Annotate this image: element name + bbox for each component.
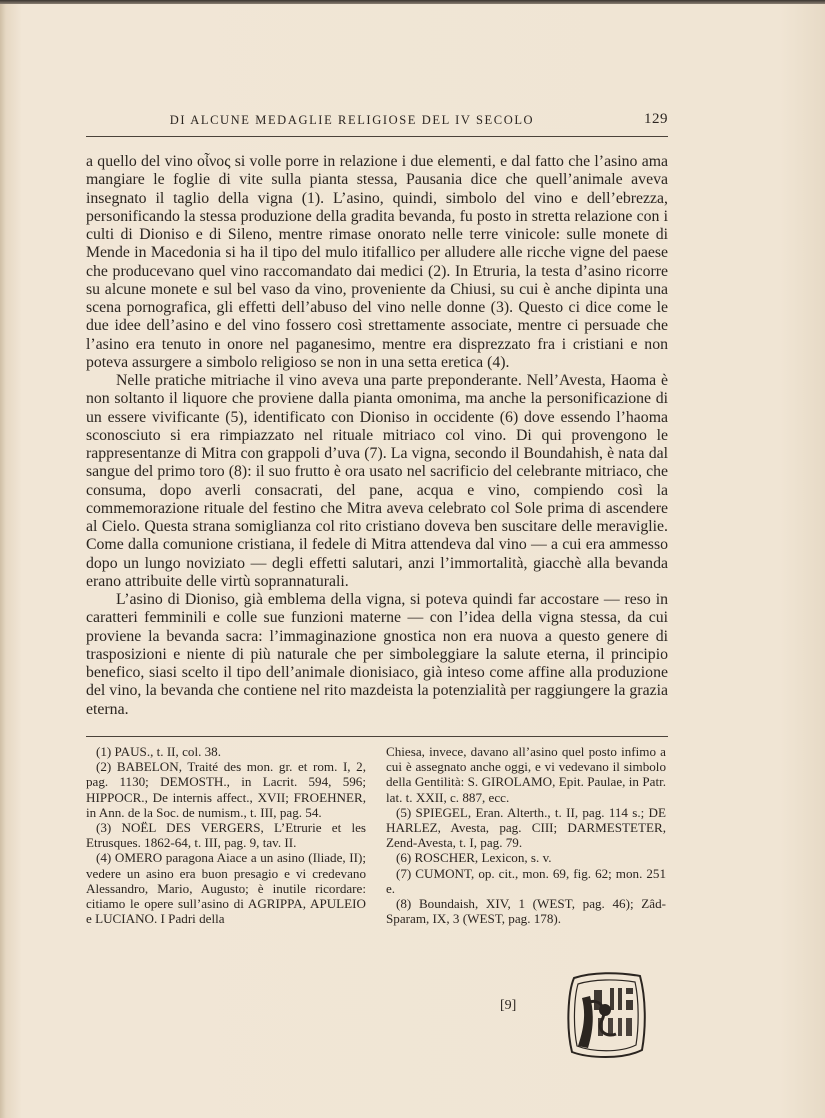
footnote-8: (8) Boundaish, XIV, 1 (WEST, pag. 46); Zâd-Sparam, IX, 3 (WEST, pag. 178). xyxy=(386,896,666,927)
running-title: DI ALCUNE MEDAGLIE RELIGIOSE DEL IV SECOLO xyxy=(169,113,535,127)
paragraph-2: Nelle pratiche mitriache il vino aveva una parte preponderante. Nell’Avesta, Haoma è non soltanto il liquore che proviene dalla pianta omonima, ma anche la personificazione di un essere vivificante (5), identificato con Dioniso in occidente (6) dove essendo l’haoma sconosciuto si era rimpiazzato nel rituale mitriaco col vino. Di qui provengono le rappresentanze di Mitra con grappoli d’uva (7). La vigna, secondo il Boundahish, è nata dal sangue del primo toro (8): il suo frutto è ora usato nel sacrificio del celebrante mitriaco, che consuma, dopo averli consacrati, del pane, acqua e vino, compiendo così la commemorazione rituale del festino che Mitra aveva celebrato col Sole prima di ascendere al Cielo. Questa strana somiglianza col rito cristiano doveva ben suscitare delle meraviglie. Come dalla comunione cristiana, il fedele di Mitra attendeva dal vino — a cui era ammesso dopo un lungo noviziato — degli effetti salutari, anzi l’immortalità, giacchè alla bevanda erano attribuite delle virtù soprannaturali. xyxy=(86,372,668,590)
running-head xyxy=(86,113,668,133)
footnotes-left-column xyxy=(86,744,366,926)
library-bookplate-emblem-icon xyxy=(558,968,652,1062)
footnote-5: (5) SPIEGEL, Eran. Alterth., t. II, pag. 114 s.; DE HARLEZ, Avesta, pag. CIII; DARMESTETER, Zend-Avesta, t. I, pag. 79. xyxy=(386,804,666,851)
footnote-6: (6) ROSCHER, Lexicon, s. v. xyxy=(396,850,552,866)
footnote-7: (7) CUMONT, op. cit., mon. 69, fig. 62; mon. 251 e. xyxy=(386,865,666,896)
footnotes-right-column xyxy=(386,744,666,926)
header-rule xyxy=(86,136,668,137)
footnote-3: (3) NOËL DES VERGERS, L’Etrurie et les Etrusques. 1862-64, t. III, pag. 9, tav. II. xyxy=(86,820,366,851)
paragraph-1: a quello del vino οἶνος si volle porre in relazione i due elementi, e dal fatto che l’asino ama mangiare le foglie di vite sulla pianta stessa, Pausania dice che quell’animale aveva insegnato il taglio della vigna (1). L’asino, quindi, simbolo del vino e dell’ebrezza, personificando la stessa produzione della gradita bevanda, fu posto in stretta relazione con i culti di Dioniso e di Sileno, mentre rimase onorato nelle terre vinicole: sulle monete di Mende in Macedonia si ha il tipo del mulo itifallico per alludere alle ricche vigne del paese che producevano quel vino raccomandato dai medici (2). In Etruria, la testa d’asino ricorre su alcune monete e sul bel vaso da vino, proveniente da Chiusi, su cui è anche dipinta una scena pornografica, gli effetti dell’abuso del vino nelle donne (3). Questo ci dice come le due idee dell’asino e del vino fossero così strettamente associate, mentre ci persuade che l’asino era tenuto in onore nel paganesimo, mentre era disprezzato fra i cristiani e non poteva assurgere a simbolo religioso se non in una setta eretica (4). xyxy=(86,153,668,371)
footnote-1: (1) PAUS., t. II, col. 38. xyxy=(96,744,221,759)
footnote-4-continued: Chiesa, invece, davano all’asino quel posto infimo a cui è assegnato anche oggi, e vi vedevano il simbolo della Gentilità: S. GIROLAMO, Epit. Paulae, in Patr. lat. t. XXII, c. 887, ecc. xyxy=(386,744,666,805)
footnote-2: (2) BABELON, Traité des mon. gr. et rom. I, 2, pag. 1130; DEMOSTH., in Lacrit. 594, 596; HIPPOCR., De internis affect., XVII; FROEHNER, in Ann. de la Soc. de numism., t. III, pag. 54. xyxy=(86,759,366,820)
page-number: 129 xyxy=(644,111,668,127)
footnote-4: (4) OMERO paragona Aiace a un asino (Iliade, II); vedere un asino era buon presagio e vi credevano Alessandro, Mario, Augusto; è inutile ricordare: citiamo le opere sull’asino di AGRIPPA, APULEIO e LUCIANO. I Padri della xyxy=(86,850,366,927)
paragraph-3: L’asino di Dioniso, già emblema della vigna, si poteva quindi far accostare — reso in caratteri femminili e colle sue funzioni materne — con l’idea della vigna stessa, da cui proviene la bevanda sacra: l’immaginazione gnostica non era nuova a questo genere di trasposizioni e niente di più naturale che per simboleggiare la salute eterna, il principio benefico, siasi scelto il tipo dell’animale dionisiaco, già inteso come affine alla produzione del vino, la bevanda che contiene nel rito mazdeista la potenzialità per raggiungere la grazia eterna. xyxy=(86,591,668,718)
page-top-edge xyxy=(0,0,825,4)
folio-number: [9] xyxy=(500,998,517,1013)
footnote-rule xyxy=(86,736,668,737)
body-text xyxy=(86,153,668,719)
